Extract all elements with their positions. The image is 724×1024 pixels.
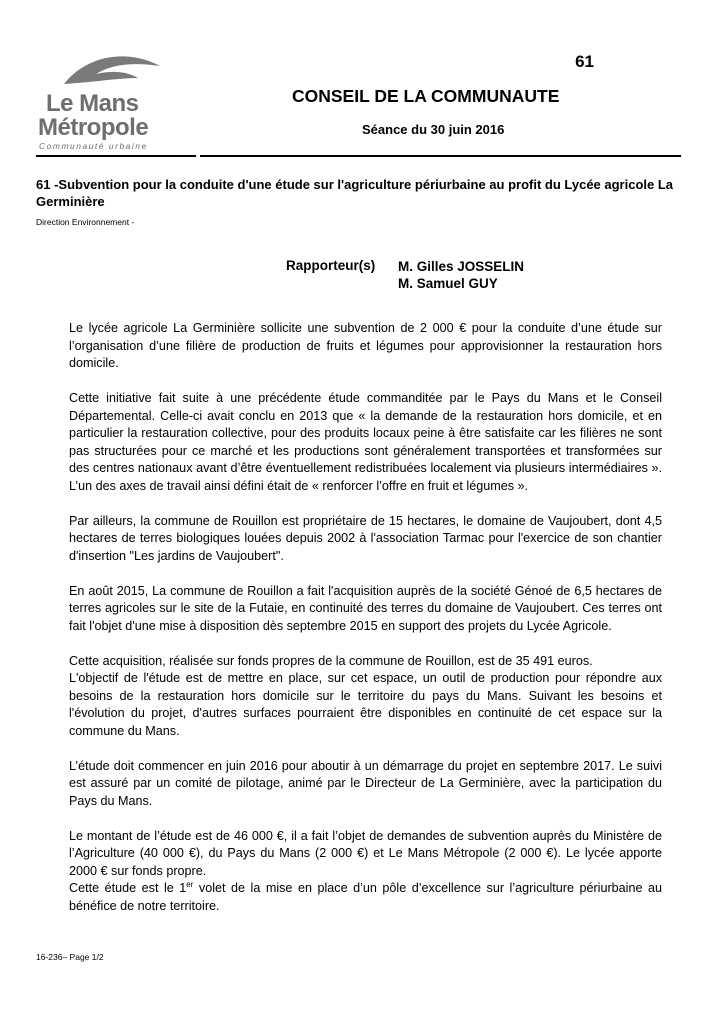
- paragraph-last: [69, 880, 662, 915]
- body-text: [69, 320, 662, 915]
- paragraph: Le montant de l’étude est de 46 000 €, il a fait l’objet de demandes de subvention auprès du Ministère de l’Agriculture (40 000 €), du Pays du Mans (2 000 €) et Le Mans Métropole (2 000 €). Le lycée apporte 2000 € sur fonds propre.: [69, 828, 662, 878]
- text-span: Cette étude est le 1: [69, 881, 187, 895]
- text-span: volet de la mise en place d’un pôle d’excellence sur l’agriculture périurbaine au bénéfice de notre territoire.: [69, 881, 662, 913]
- paragraph: En août 2015, La commune de Rouillon a fait l'acquisition auprès de la société Génoé de 6,5 hectares de terres agricoles sur le site de la Futaie, en continuité des terres du domaine de Vaujoubert. Ces terres ont fait l'objet d'une mise à disposition dès septembre 2015 en support des projets du Lycée Agricole.: [69, 583, 662, 633]
- logo-line1: Le Mans: [46, 90, 139, 117]
- document-number: 61: [575, 52, 594, 71]
- page-footer: 16-236– Page 1/2: [36, 952, 104, 962]
- session-date: Séance du 30 juin 2016: [362, 122, 505, 137]
- paragraph: Le lycée agricole La Germinière sollicite une subvention de 2 000 € pour la conduite d’une étude sur l’organisation d’une filière de production de fruits et légumes pour approvisionner la restauration hors domicile.: [69, 321, 662, 370]
- logo-line3: Communauté urbaine: [39, 141, 148, 151]
- rapporteurs-label: Rapporteur(s): [286, 258, 376, 273]
- rapporteur-name: M. Gilles JOSSELIN: [398, 259, 525, 274]
- page-title: CONSEIL DE LA COMMUNAUTE: [292, 86, 560, 106]
- header-divider-left: [36, 155, 196, 157]
- paragraph: L'objectif de l'étude est de mettre en place, sur cet espace, un outil de production pour répondre aux besoins de la restauration hors domicile sur le territoire du pays du Mans. Suivant les besoins et l'évolution du projet, d'autres surfaces pourraient être disponibles en continuité de cet espace sur la commune du Mans.: [69, 671, 662, 738]
- deliberation-subject: 61 -Subvention pour la conduite d'une étude sur l'agriculture périurbaine au profit du Lycée agricole La Germinière: [36, 177, 674, 209]
- direction-label: Direction Environnement -: [36, 217, 135, 227]
- bird-logo-icon: [56, 48, 166, 96]
- rapporteurs-names: [398, 258, 524, 292]
- logo-line2: Métropole: [38, 114, 149, 141]
- paragraph: Par ailleurs, la commune de Rouillon est propriétaire de 15 hectares, le domaine de Vaujoubert, dont 4,5 hectares de terres biologiques louées depuis 2002 à l'association Tarmac pour l'exercice de son chantier d'insertion "Les jardins de Vaujoubert".: [69, 513, 662, 563]
- paragraph: Cette initiative fait suite à une précédente étude commanditée par le Pays du Mans et le Conseil Départemental. Celle-ci avait conclu en 2013 que « la demande de la restauration hors domicile, et en particulier la restauration collective, pour des produits locaux peine à être satisfaite car les filières ne sont pas structurées pour ce marché et les productions sont généralement transportées et transformées sur des centres nationaux avant d’être éventuellement redistribuées localement via plusieurs intermédiaires ». L’un des axes de travail ainsi défini était de « renforcer l’offre en fruit et légumes ».: [69, 391, 662, 493]
- header-divider-right: [200, 155, 681, 157]
- superscript: er: [186, 879, 194, 889]
- paragraph: Cette acquisition, réalisée sur fonds propres de la commune de Rouillon, est de 35 491 euros.: [69, 653, 593, 668]
- logo: [36, 48, 166, 158]
- paragraph: L’étude doit commencer en juin 2016 pour aboutir à un démarrage du projet en septembre 2017. Le suivi est assuré par un comité de pilotage, animé par le Directeur de La Germinière, avec la participation du Pays du Mans.: [69, 758, 662, 808]
- rapporteur-name: M. Samuel GUY: [398, 276, 498, 291]
